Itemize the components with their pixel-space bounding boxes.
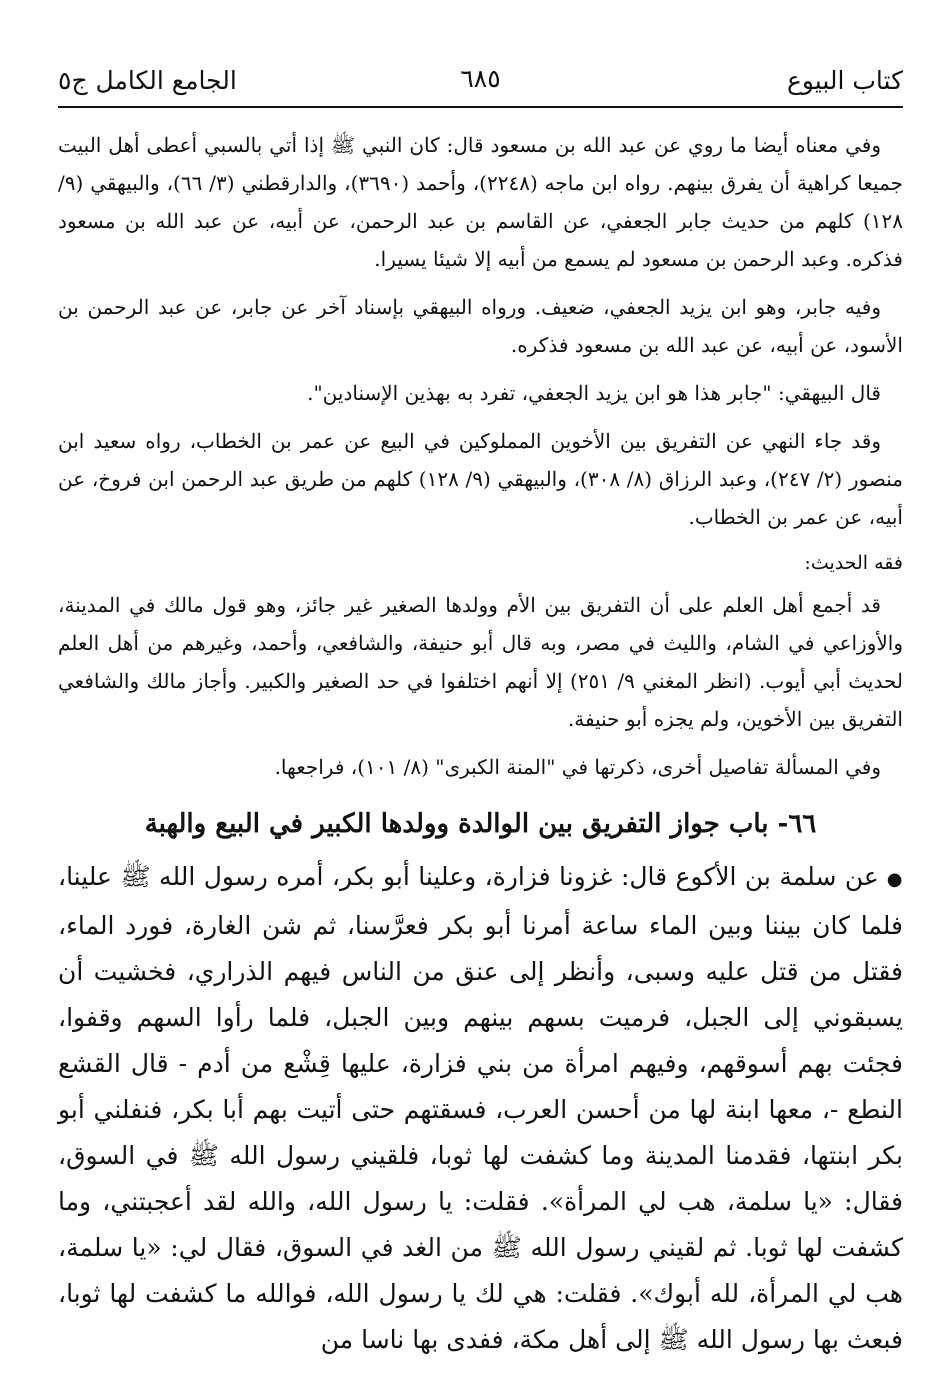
- book-section-title: كتاب البيوع: [786, 66, 903, 95]
- page-number: ٦٨٥: [460, 64, 501, 93]
- bullet-icon: ●: [886, 869, 903, 890]
- hadith-section: [58, 854, 903, 1363]
- chapter-heading: ٦٦- باب جواز التفريق بين الوالدة وولدها الكبير في البيع والهبة: [144, 809, 817, 839]
- footnote-paragraph: قال البيهقي: "جابر هذا هو ابن يزيد الجعفي، تفرد به بهذين الإسنادين".: [307, 381, 881, 405]
- fiqh-label: فقه الحديث:: [804, 552, 903, 574]
- footnote-section: [58, 126, 903, 786]
- book-volume-title: الجامع الكامل ج٥: [58, 66, 237, 95]
- hadith-text: عن سلمة بن الأكوع قال: غزونا فزارة، وعلينا أبو بكر، أمره رسول الله ﷺ علينا، فلما كان بيننا وبين الماء ساعة أمرنا أبو بكر فعرَّسنا، ثم شن الغارة، فورد الماء، فقتل من قتل عليه وسبى، وأنظر إلى عنق من الناس فيهم الذراري، فخشيت أن يسبقوني إلى الجبل، فرميت بسهم بينهم وبين الجبل، فلما رأوا السهم وقفوا، فجئت بهم أسوقهم، وفيهم امرأة من بني فزارة، عليها قِشْع من أدم - قال القشع النطع -، معها ابنة لها من أحسن العرب، فسقتهم حتى أتيت بهم أبا بكر، فنفلني أبو بكر ابنتها، فقدمنا المدينة وما كشفت لها ثوبا، فلقيني رسول الله ﷺ في السوق، فقال: «يا سلمة، هب لي المرأة». فقلت: يا رسول الله، والله لقد أعجبتني، وما كشفت لها ثوبا. ثم لقيني رسول الله ﷺ من الغد في السوق، فقال لي: «يا سلمة، هب لي المرأة، لله أبوك». فقلت: هي لك يا رسول الله، فوالله ما كشفت لها ثوبا، فبعث بها رسول الله ﷺ إلى أهل مكة، ففدى بها ناسا من: [58, 862, 903, 1354]
- hadith-paragraph: [58, 854, 903, 1363]
- fiqh-paragraph: قد أجمع أهل العلم على أن التفريق بين الأم وولدها الصغير غير جائز، وهو قول مالك في المدينة، والأوزاعي في الشام، والليث في مصر، وبه قال أبو حنيفة، والشافعي، وأحمد، وغيرهم من أهل العلم لحديث أبي أيوب. (انظر المغني ٩/ ٢٥١) إلا أنهم اختلفوا في حد الصغير والكبير. وأجاز مالك والشافعي التفريق بين الأخوين، ولم يجزه أبو حنيفة.: [58, 593, 903, 731]
- page-content: [58, 126, 903, 1363]
- running-header: [58, 62, 903, 108]
- footnote-paragraph: وقد جاء النهي عن التفريق بين الأخوين المملوكين في البيع عن عمر بن الخطاب، رواه سعيد ابن منصور (٢/ ٢٤٧)، وعبد الرزاق (٨/ ٣٠٨)، والبيهقي (٩/ ١٢٨) كلهم من طريق عبد الرحمن ابن فروخ، عن أبيه، عن عمر بن الخطاب.: [58, 429, 903, 529]
- fiqh-paragraph: وفي المسألة تفاصيل أخرى، ذكرتها في "المنة الكبرى" (٨/ ١٠١)، فراجعها.: [274, 755, 881, 779]
- footnote-paragraph: وفيه جابر، وهو ابن يزيد الجعفي، ضعيف. ورواه البيهقي بإسناد آخر عن جابر، عن عبد الرحمن بن الأسود، عن أبيه، عن عبد الله بن مسعود فذكره.: [58, 295, 903, 357]
- footnote-paragraph: وفي معناه أيضا ما روي عن عبد الله بن مسعود قال: كان النبي ﷺ إذا أتي بالسبي أعطى أهل البيت جميعا كراهية أن يفرق بينهم. رواه ابن ماجه (٢٢٤٨)، وأحمد (٣٦٩٠)، والدارقطني (٣/ ٦٦)، والبيهقي (٩/ ١٢٨) كلهم من حديث جابر الجعفي، عن القاسم بن عبد الرحمن، عن أبيه، عن عبد الله بن مسعود فذكره. وعبد الرحمن بن مسعود لم يسمع من أبيه إلا شيئا يسيرا.: [58, 133, 903, 271]
